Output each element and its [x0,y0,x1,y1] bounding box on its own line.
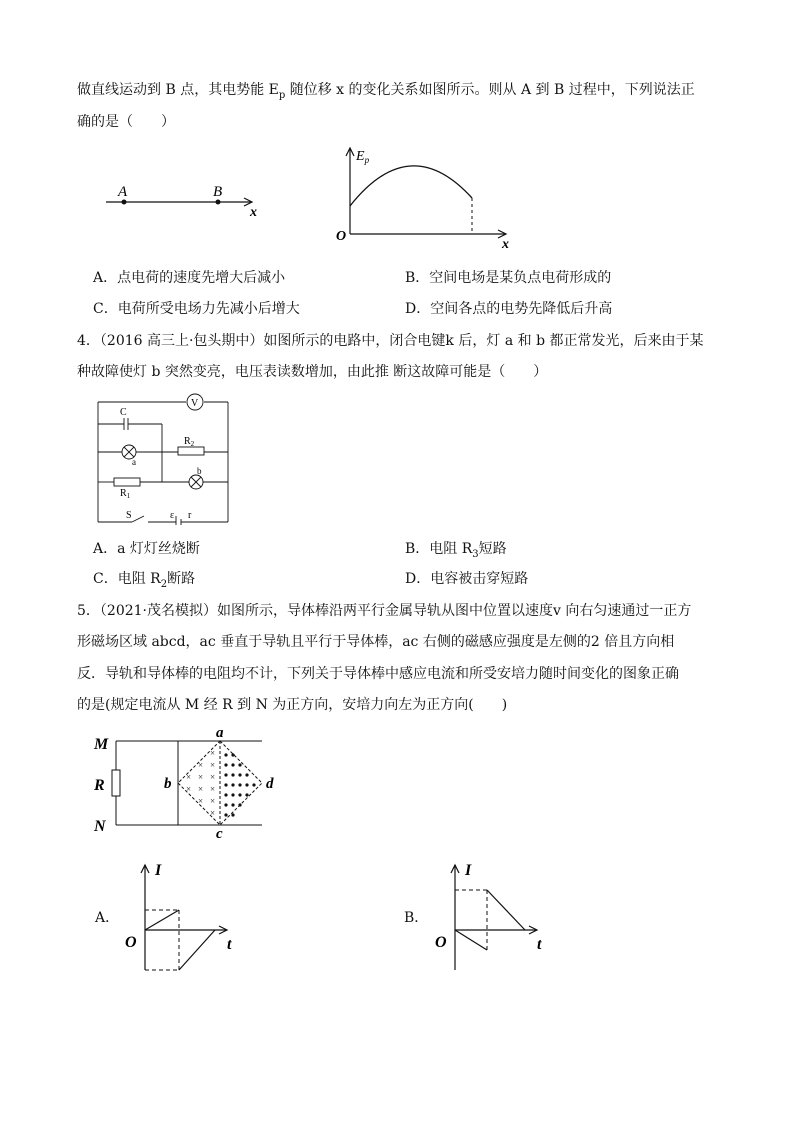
q3-ep-graph [330,140,520,252]
q3-stem-line1: 做直线运动到 B 点，其电势能 $E_p$ 随位移 x 的变化关系如图所示。则从 A 到 B 过程中，下列说法正 [77,82,695,101]
q4-option-d[interactable]: D．电容被击穿短路 [405,571,529,587]
r2-label: $R_2$ [184,436,195,448]
svg-text:V: V [191,398,199,409]
svg-text:×: × [198,760,204,770]
q4-option-c[interactable]: C．电阻 $R_2$断路 [93,571,196,590]
vertex-b-label: b [164,776,172,792]
q5-stem-line3: 反．导轨和导体棒的电阻均不计，下列关于导体棒中感应电流和所受安培力随时间变化的图象正确 [77,666,679,682]
svg-text:×: × [210,772,216,782]
q4-option-b[interactable]: B．电阻 $R_3$短路 [405,541,507,560]
q3-stem-line2: 确的是（ ） [77,114,175,130]
q5-graph-a [115,855,255,980]
field-out-of-page-marks [224,753,255,816]
svg-text:×: × [210,760,216,770]
q5-graph-b [425,855,565,980]
svg-text:×: × [198,784,204,794]
q3-line-diagram [100,180,270,220]
svg-text:I: I [465,862,472,879]
q4-stem-line1: 4．（2016 高三上·包头期中）如图所示的电路中，闭合电键k 后，灯 a 和 b 都正常发光，后来由于某 [77,333,704,349]
origin-label: O [336,229,347,244]
svg-text:t: t [537,936,542,953]
q5-stem-line2: 形磁场区域 abcd，ac 垂直于导轨且平行于导体棒，ac 右侧的磁感应强度是左侧的2 倍且方向相 [77,634,675,650]
svg-text:I: I [155,862,162,879]
svg-text:×: × [210,748,216,758]
x-axis-label: x [250,205,257,220]
svg-text:×: × [198,772,204,782]
point-b-label: B [213,184,223,200]
lamp-a-label: a [132,457,136,467]
svg-text:×: × [210,808,216,818]
svg-text:×: × [198,796,204,806]
internal-resistance-label: r [188,510,192,521]
resistor-r-label: R [94,777,105,794]
svg-text:×: × [210,796,216,806]
field-into-page-marks [186,748,215,818]
point-a-dot [122,200,127,205]
q5-stem-line1: 5．（2021·茂名模拟）如图所示，导体棒沿两平行金属导轨从图中位置以速度v 向右匀速通过一正方 [77,603,692,619]
rail-n-label: N [94,818,106,835]
q3-option-c[interactable]: C．电荷所受电场力先减小后增大 [93,301,300,317]
q5-magnetic-field-diagram [90,724,280,842]
svg-text:×: × [186,784,192,794]
vertex-c-label: c [216,826,223,842]
svg-text:O: O [125,934,137,951]
svg-text:×: × [210,784,216,794]
ep-curve [350,166,472,206]
ep-axis-label: $E_p$ [356,149,370,165]
q4-stem-line2: 种故障使灯 b 突然变亮，电压表读数增加，由此推 断这故障可能是（ ） [77,364,548,380]
lamp-b-label: b [197,466,202,476]
vertex-a-label: a [216,725,224,741]
r1-label: $R_1$ [120,488,131,500]
x-axis-label: x [502,237,509,252]
point-a-label: A [118,184,128,200]
svg-text:t: t [227,936,232,953]
point-b-dot [216,200,221,205]
q3-option-b[interactable]: B．空间电场是某负点电荷形成的 [405,270,612,286]
q5-stem-line4: 的是(规定电流从 M 经 R 到 N 为正方向，安培力向左为正方向( ) [77,697,508,713]
q3-option-a[interactable]: A．点电荷的速度先增大后减小 [93,270,286,286]
q3-option-d[interactable]: D．空间各点的电势先降低后升高 [405,301,613,317]
q4-option-a[interactable]: A．a 灯灯丝烧断 [93,541,200,557]
switch-label: S [126,510,132,521]
q5-option-a-label[interactable]: A． [95,910,120,926]
capacitor-label: C [120,407,127,418]
emf-label: ε [170,510,175,521]
vertex-d-label: d [266,776,274,792]
q4-circuit-diagram [92,390,237,525]
svg-text:O: O [435,934,447,951]
q5-option-b-label[interactable]: B． [404,910,429,926]
svg-text:×: × [186,772,192,782]
rail-m-label: M [94,736,109,753]
